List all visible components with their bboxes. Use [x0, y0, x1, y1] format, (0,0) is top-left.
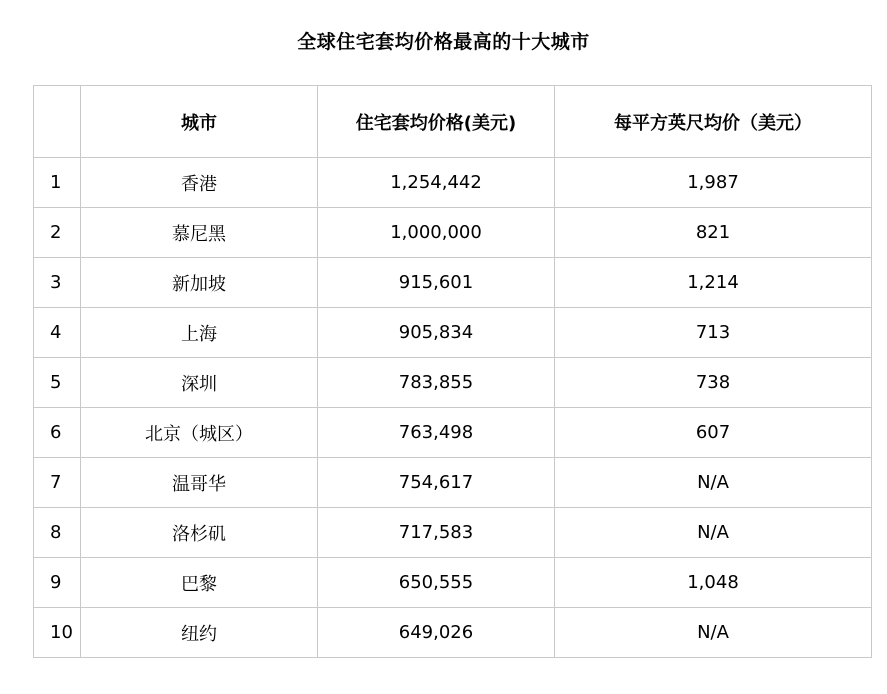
header-rank	[34, 86, 81, 158]
cell-rank: 3	[34, 258, 81, 308]
cell-city: 巴黎	[81, 558, 318, 608]
page-title: 全球住宅套均价格最高的十大城市	[297, 31, 590, 53]
cell-city: 慕尼黑	[81, 208, 318, 258]
cell-rank: 8	[34, 508, 81, 558]
city-price-table	[33, 85, 872, 658]
table-row	[34, 558, 872, 608]
cell-city: 北京（城区）	[81, 408, 318, 458]
table-row	[34, 458, 872, 508]
cell-rank: 10	[34, 608, 81, 658]
header-price: 住宅套均价格(美元)	[318, 86, 555, 158]
cell-city: 深圳	[81, 358, 318, 408]
cell-price: 1,254,442	[318, 158, 555, 208]
cell-rank: 5	[34, 358, 81, 408]
cell-price: 650,555	[318, 558, 555, 608]
cell-rank: 1	[34, 158, 81, 208]
cell-price: 915,601	[318, 258, 555, 308]
cell-per-sqft: 1,048	[555, 558, 872, 608]
table-row	[34, 358, 872, 408]
table-row	[34, 508, 872, 558]
cell-rank: 7	[34, 458, 81, 508]
cell-city: 纽约	[81, 608, 318, 658]
table-row	[34, 208, 872, 258]
cell-per-sqft: 607	[555, 408, 872, 458]
cell-per-sqft: 1,214	[555, 258, 872, 308]
cell-per-sqft: N/A	[555, 458, 872, 508]
cell-city: 洛杉矶	[81, 508, 318, 558]
table-row	[34, 258, 872, 308]
header-per-sqft: 每平方英尺均价（美元）	[555, 86, 872, 158]
cell-price: 783,855	[318, 358, 555, 408]
cell-price: 905,834	[318, 308, 555, 358]
table-row	[34, 608, 872, 658]
table-row	[34, 408, 872, 458]
cell-city: 温哥华	[81, 458, 318, 508]
cell-price: 1,000,000	[318, 208, 555, 258]
cell-per-sqft: 1,987	[555, 158, 872, 208]
cell-rank: 9	[34, 558, 81, 608]
header-city: 城市	[81, 86, 318, 158]
cell-price: 649,026	[318, 608, 555, 658]
table-row	[34, 308, 872, 358]
cell-per-sqft: N/A	[555, 508, 872, 558]
cell-per-sqft: 738	[555, 358, 872, 408]
cell-price: 763,498	[318, 408, 555, 458]
cell-price: 717,583	[318, 508, 555, 558]
cell-price: 754,617	[318, 458, 555, 508]
cell-per-sqft: 821	[555, 208, 872, 258]
cell-rank: 2	[34, 208, 81, 258]
cell-city: 新加坡	[81, 258, 318, 308]
table-row	[34, 158, 872, 208]
cell-per-sqft: 713	[555, 308, 872, 358]
cell-rank: 4	[34, 308, 81, 358]
cell-rank: 6	[34, 408, 81, 458]
cell-per-sqft: N/A	[555, 608, 872, 658]
table-header-row	[34, 86, 872, 158]
cell-city: 上海	[81, 308, 318, 358]
cell-city: 香港	[81, 158, 318, 208]
